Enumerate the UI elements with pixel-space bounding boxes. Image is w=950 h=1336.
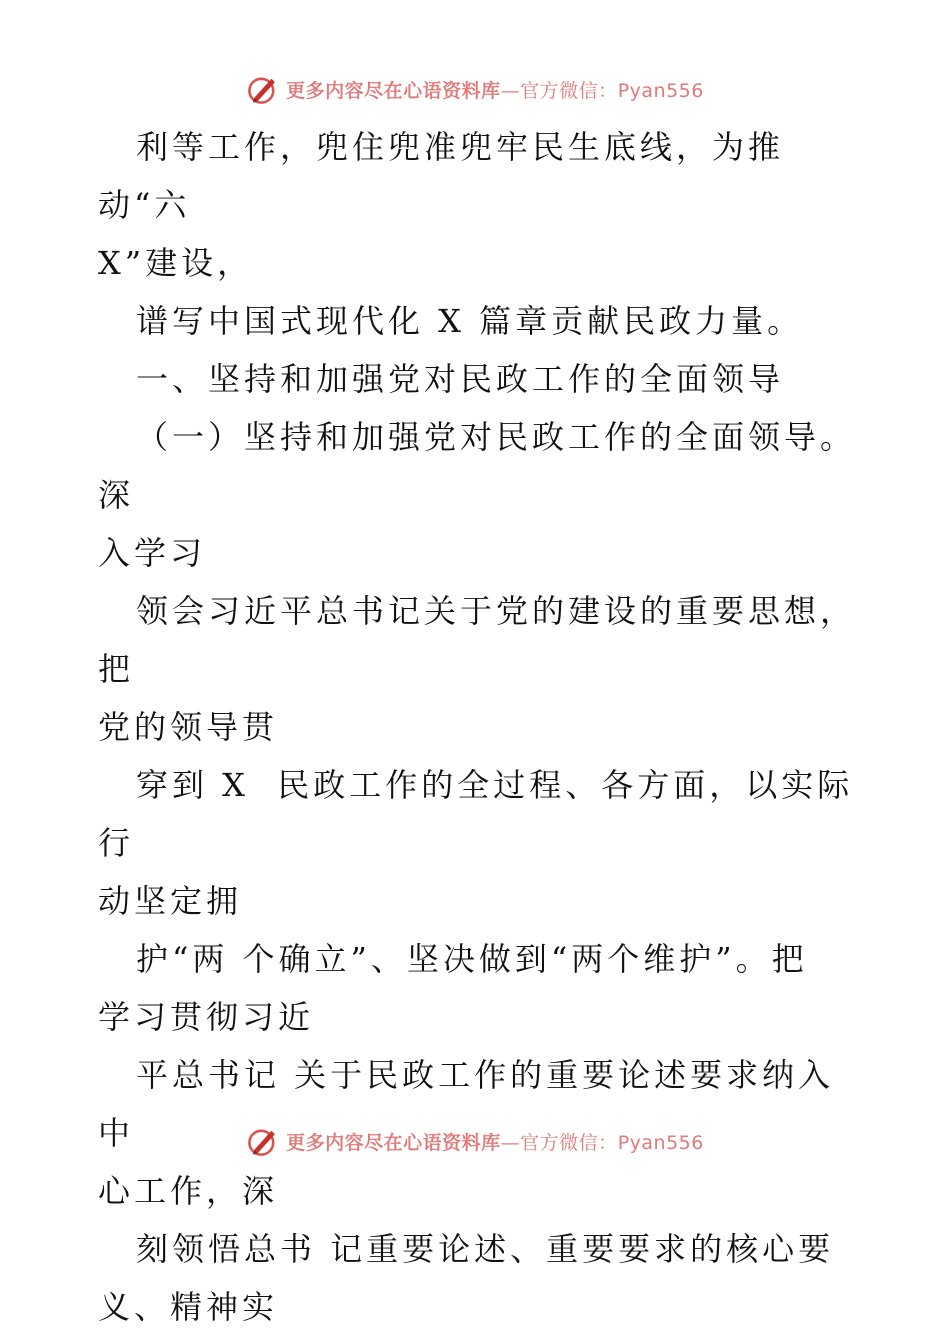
- paragraph-line: 心工作，深: [98, 1172, 279, 1210]
- pen-logo-icon: [246, 72, 280, 106]
- paragraph-4: [98, 408, 858, 582]
- paragraph-line: 穿到 X 民政工作的全过程、各方面，以实际行: [98, 766, 854, 862]
- paragraph-line: 学习贯彻习近: [98, 998, 315, 1036]
- watermark-text: [286, 76, 704, 103]
- watermark-wechat-id: Pyan556: [617, 79, 704, 102]
- paragraph-5: [98, 582, 858, 756]
- paragraph-2: [98, 292, 858, 350]
- section-heading: [98, 350, 858, 408]
- paragraph-line: 利等工作，兜住兜准兜牢民生底线，为推动“六: [98, 128, 785, 224]
- watermark-dash: —: [500, 79, 521, 102]
- watermark-brand: 更多内容尽在心语资料库: [286, 1131, 501, 1154]
- paragraph-line: 领会习近平总书记关于党的建设的重要思想，把: [98, 592, 857, 688]
- watermark-official-label: 官方微信：: [520, 79, 618, 102]
- watermark-text: [286, 1128, 704, 1155]
- paragraph-line: 谱写中国式现代化 X 篇章贡献民政力量。: [136, 302, 804, 340]
- watermark-wechat-id: Pyan556: [617, 1131, 704, 1154]
- paragraph-9: [98, 1220, 858, 1336]
- paragraph-line: 动坚定拥: [98, 882, 243, 920]
- paragraph-line: 党的领导贯: [98, 708, 279, 746]
- paragraph-7: [98, 930, 858, 1046]
- paragraph-6: [98, 756, 858, 930]
- paragraph-line: 刻领悟总书 记重要论述、重要要求的核心要: [136, 1230, 835, 1268]
- paragraph-line: 护“两 个确立”、坚决做到“两个维护”。把: [136, 940, 808, 978]
- paragraph-line: 义、精神实: [98, 1288, 279, 1326]
- footer-watermark: [0, 1124, 950, 1158]
- paragraph-line: 入学习: [98, 534, 207, 572]
- pen-logo-icon: [246, 1124, 280, 1158]
- watermark-dash: —: [500, 1131, 521, 1154]
- header-watermark: [0, 72, 950, 106]
- paragraph-line: X”建设，: [98, 244, 254, 282]
- paragraph-line: （一）坚持和加强党对民政工作的全面领导。深: [98, 418, 857, 514]
- paragraph-line: 平总书记 关于民政工作的重要论述要求纳入中: [98, 1056, 835, 1152]
- paragraph-1: [98, 118, 858, 292]
- paragraph-line: 一、坚持和加强党对民政工作的全面领导: [136, 360, 785, 398]
- watermark-official-label: 官方微信：: [520, 1131, 618, 1154]
- watermark-brand: 更多内容尽在心语资料库: [286, 79, 501, 102]
